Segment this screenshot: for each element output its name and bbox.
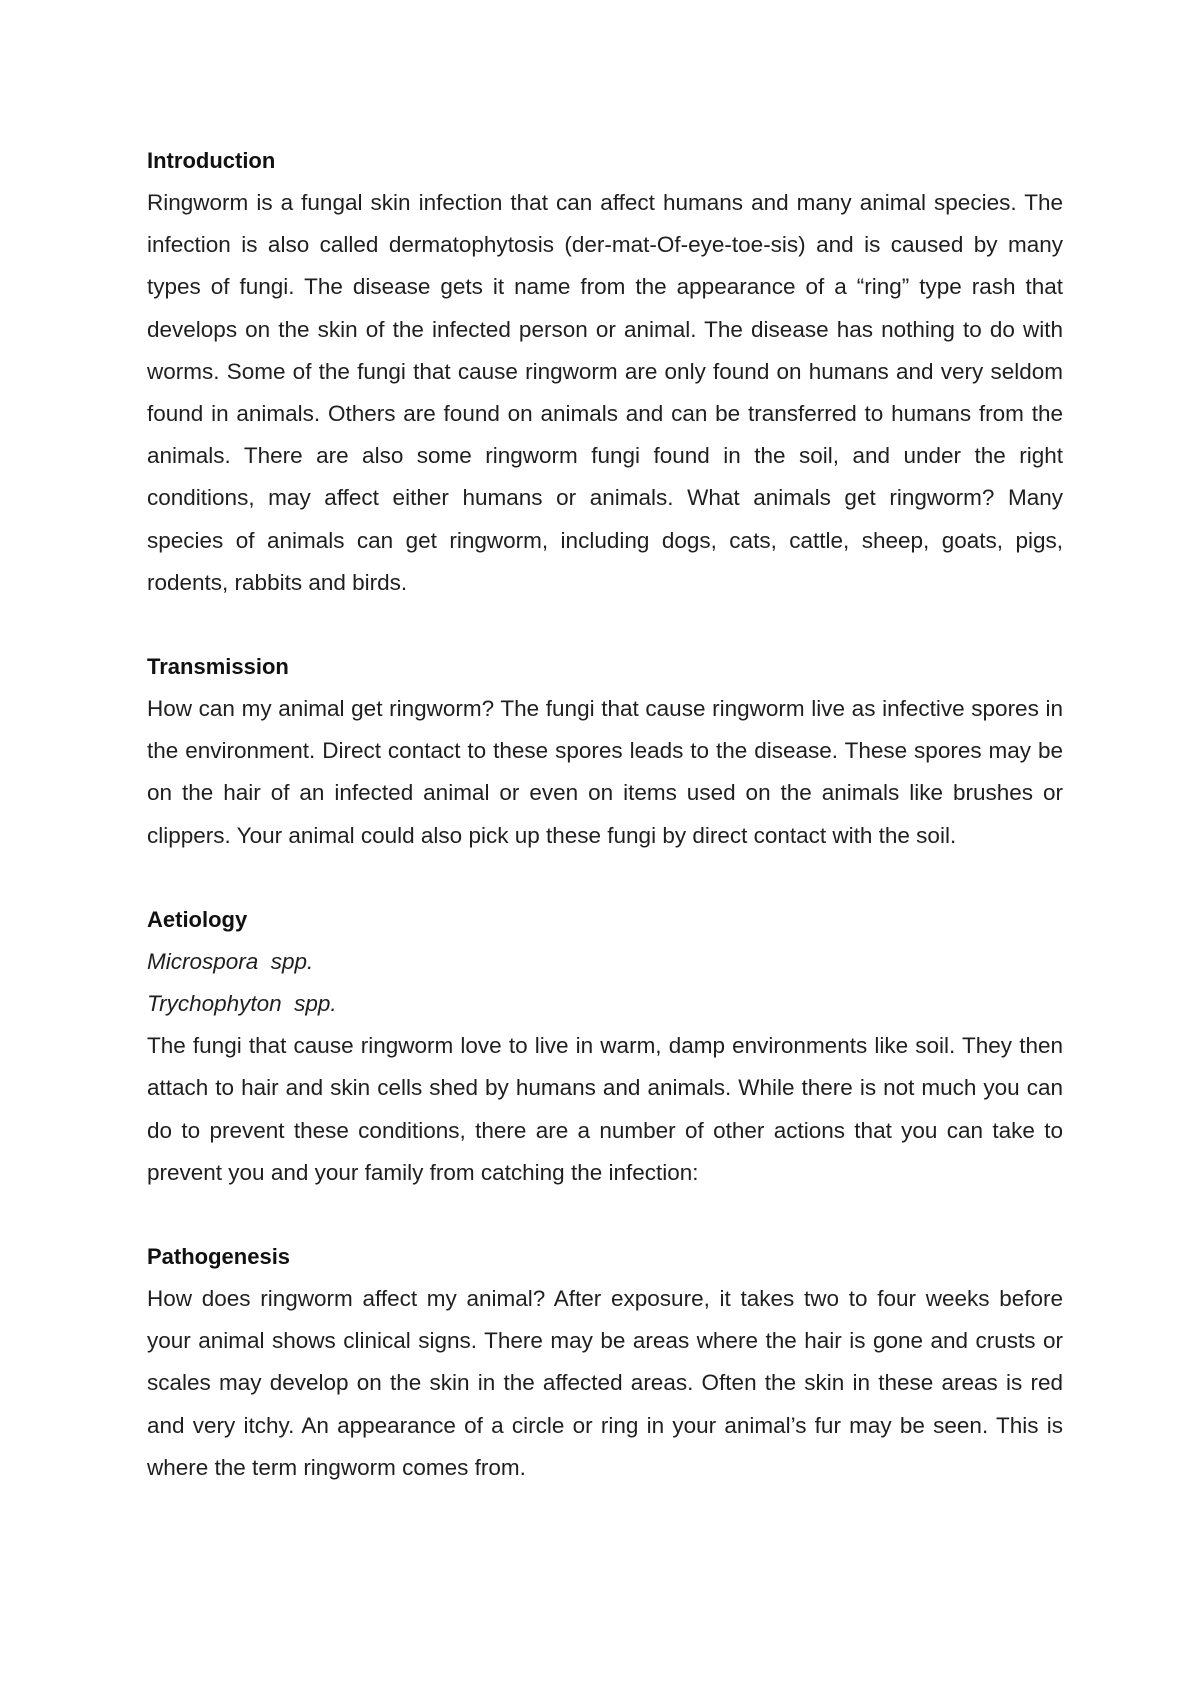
heading-pathogenesis: Pathogenesis [147, 1244, 291, 1270]
paragraph-introduction: Ringworm is a fungal skin infection that can affect humans and many animal species. The infection is also called dermatophytosis (der-mat-Of-eye-toe-sis) and is caused by many types of fungi. The disease gets it name from the appearance of a “ring” type rash that develops on the skin of the infected person or animal. The disease has nothing to do with worms. Some of the fungi that cause ringworm are only found on humans and very seldom found in animals. Others are found on animals and can be transferred to humans from the animals. There are also some ringworm fungi found in the soil, and under the right conditions, may affect either humans or animals. What animals get ringworm? Many species of animals can get ringworm, including dogs, cats, cattle, sheep, goats, pigs, rodents, rabbits and birds. [147, 190, 1063, 595]
section-transmission [147, 646, 1063, 857]
paragraph-transmission: How can my animal get ringworm? The fungi that cause ringworm live as infective spores in the environment. Direct contact to these spores leads to the disease. These spores may be on the hair of an infected animal or even on items used on the animals like brushes or clippers. Your animal could also pick up these fungi by direct contact with the soil. [147, 696, 1063, 848]
paragraph-aetiology: The fungi that cause ringworm love to live in warm, damp environments like soil. They then attach to hair and skin cells shed by humans and animals. While there is not much you can do to prevent these conditions, there are a number of other actions that you can take to prevent you and your family from catching the infection: [147, 1033, 1063, 1185]
heading-introduction: Introduction [147, 148, 276, 173]
section-pathogenesis [147, 1236, 1063, 1489]
section-aetiology [147, 899, 1063, 1194]
section-introduction [147, 140, 1063, 604]
heading-transmission: Transmission [147, 654, 289, 680]
document-page [147, 140, 1063, 1531]
species-trychophyton: Trychophyton spp. [147, 991, 337, 1017]
paragraph-pathogenesis: How does ringworm affect my animal? After exposure, it takes two to four weeks before your animal shows clinical signs. There may be areas where the hair is gone and crusts or scales may develop on the skin in the affected areas. Often the skin in these areas is red and very itchy. An appearance of a circle or ring in your animal’s fur may be seen. This is where the term ringworm comes from. [147, 1286, 1063, 1480]
species-microspora: Microspora spp. [147, 948, 314, 974]
heading-aetiology: Aetiology [147, 906, 248, 932]
